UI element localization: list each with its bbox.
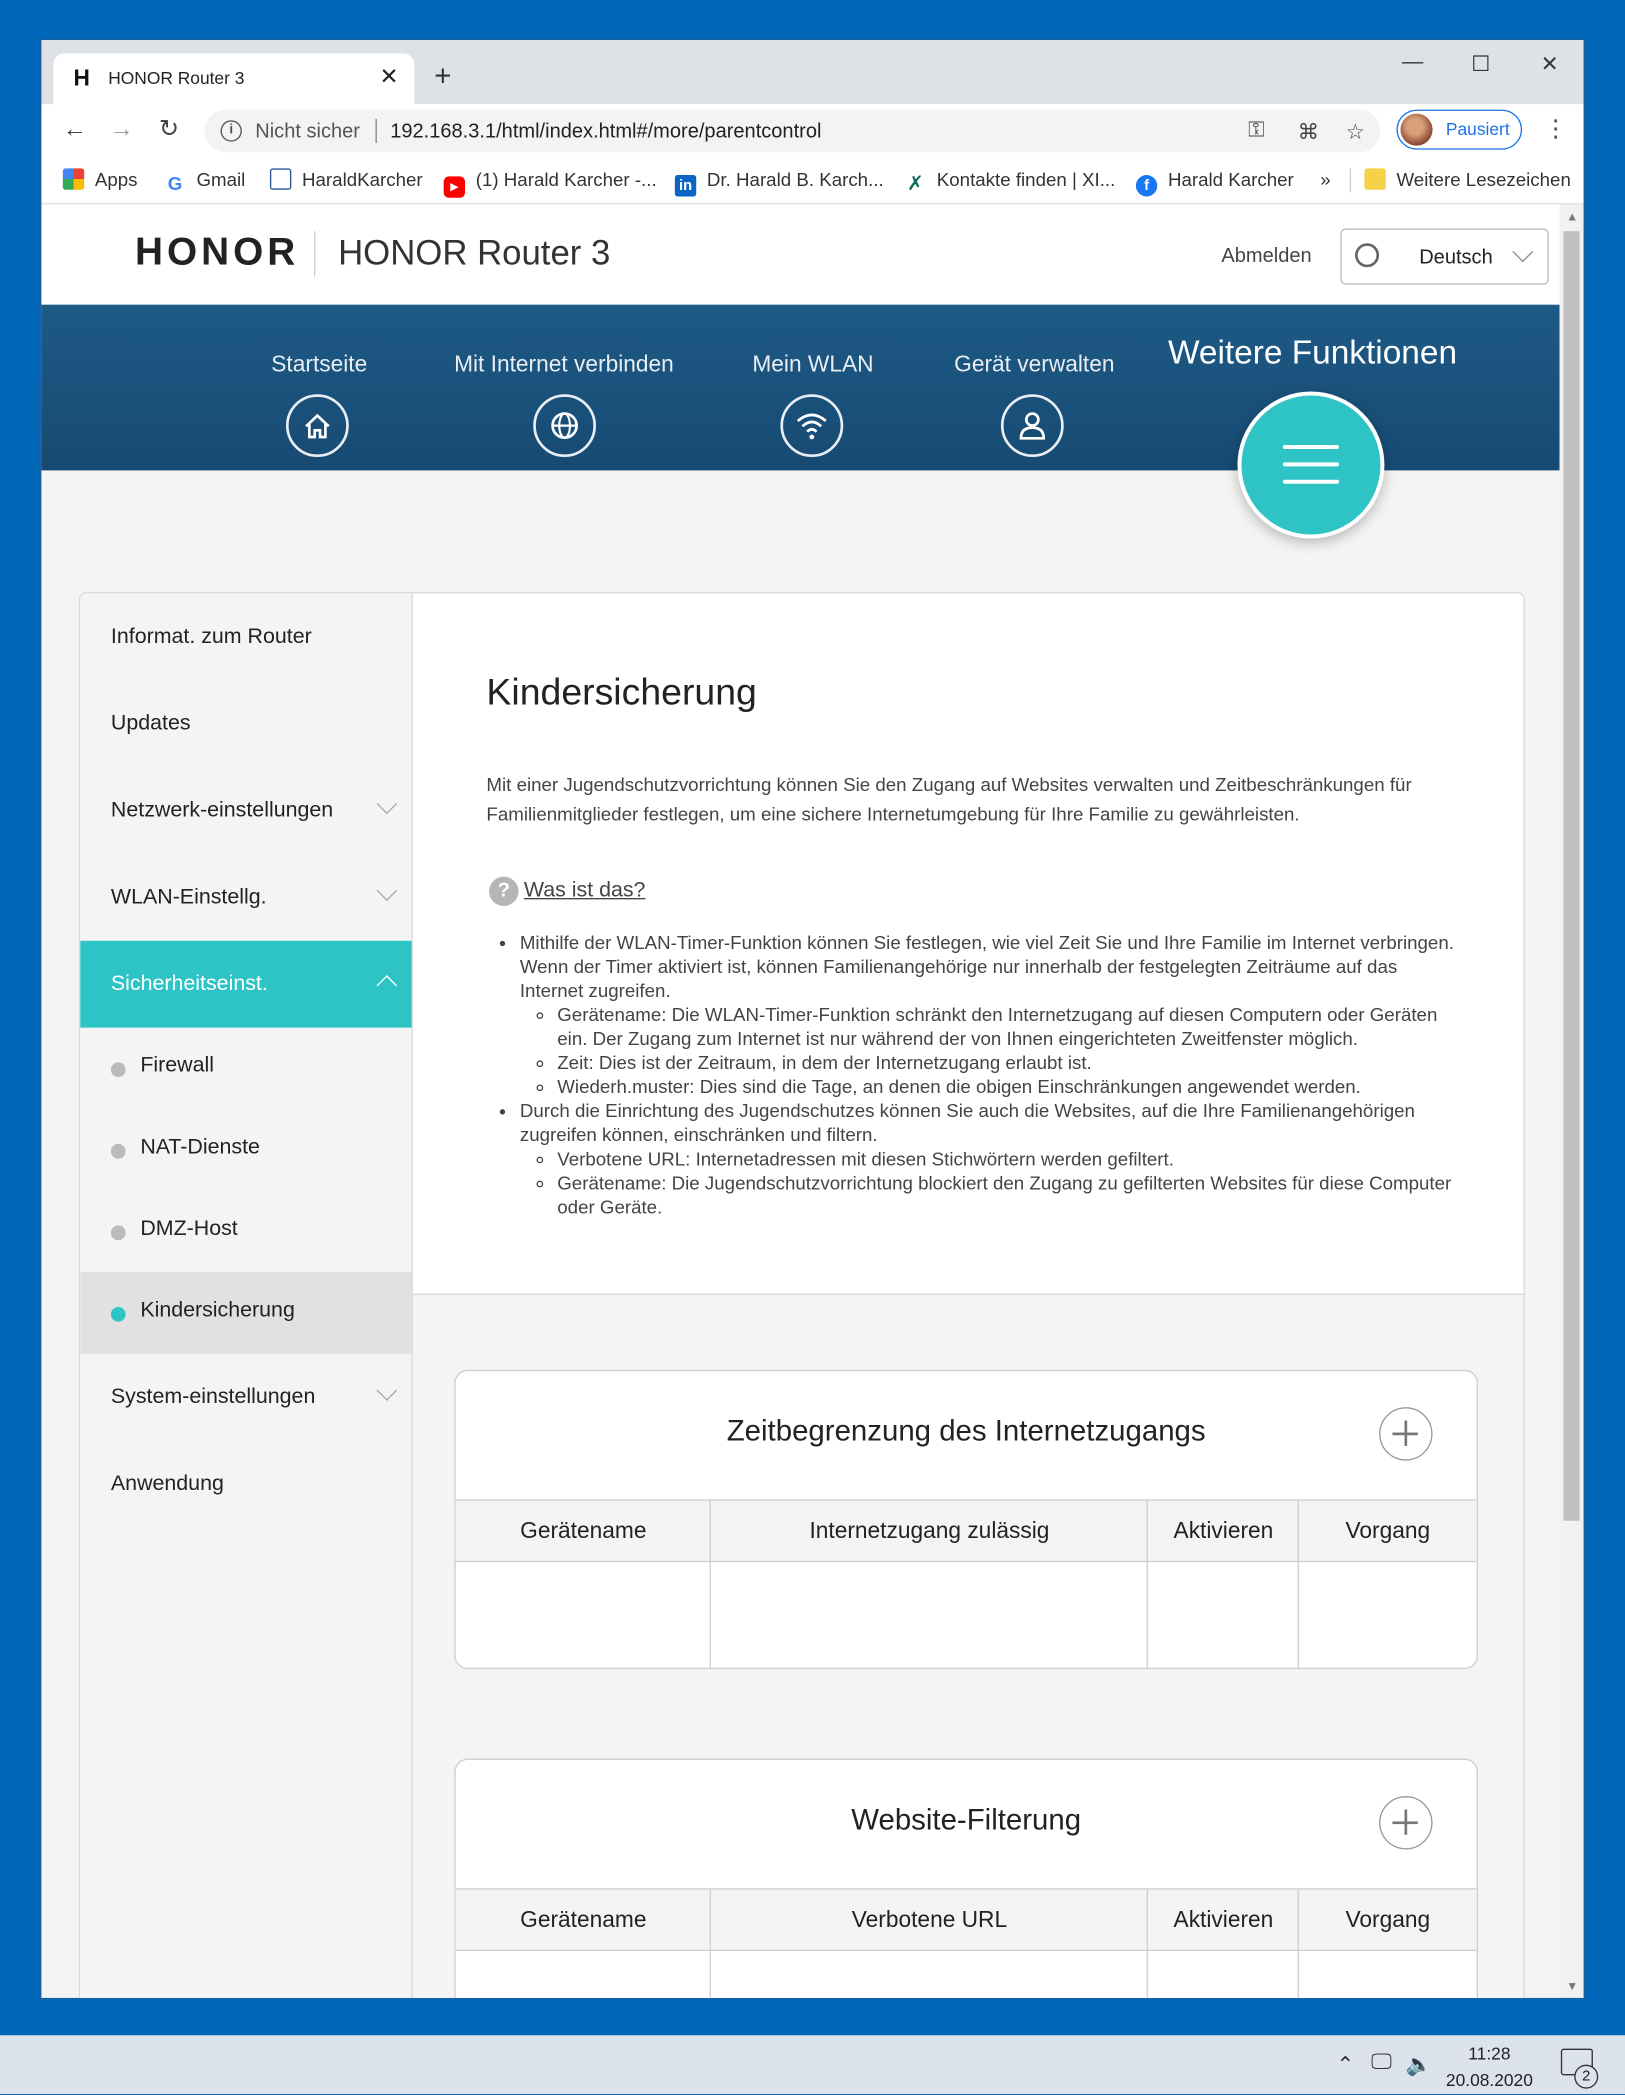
- bullet-dot-icon: [111, 1062, 126, 1077]
- scroll-thumb[interactable]: [1564, 231, 1580, 1521]
- language-select[interactable]: [1340, 229, 1548, 285]
- column-divider: [710, 1499, 711, 1667]
- home-icon[interactable]: [286, 394, 349, 457]
- main-content: [413, 593, 1523, 1997]
- card-title: Zeitbegrenzung des Internetzugangs: [726, 1413, 1206, 1448]
- forward-icon[interactable]: →: [109, 114, 134, 142]
- bookmark-apps[interactable]: Apps: [63, 168, 138, 189]
- router-page: [41, 204, 1559, 1997]
- page-scrollbar[interactable]: [1560, 204, 1584, 1997]
- close-tab-icon[interactable]: ✕: [379, 64, 399, 90]
- table-header: [456, 1499, 1477, 1562]
- star-icon[interactable]: ☆: [1345, 121, 1365, 145]
- bookmark-xing[interactable]: ✗ Kontakte finden | XI...: [905, 168, 1116, 195]
- column-divider: [1298, 1888, 1299, 1998]
- clock-date: 20.08.2020: [1445, 2069, 1533, 2091]
- sidebar-subitem-firewall[interactable]: Firewall: [80, 1028, 411, 1110]
- bookmarks-bar: [41, 158, 1583, 205]
- help-subitem: ◦ Gerätename: Die WLAN-Timer-Funktion schränkt den Internetzugang auf diesen Computern oder Geräten ein. Der Zugang zum Internet ist nur während der von Ihnen eingerichteten Zweitfenster möglich.: [557, 1002, 1458, 1050]
- bookmark-gmail[interactable]: G Gmail: [164, 168, 245, 193]
- chevron-down-icon: [1512, 242, 1533, 263]
- column-divider: [710, 1888, 711, 1998]
- browser-window: [41, 40, 1583, 1998]
- help-list: [496, 930, 1458, 1219]
- bullet-dot-icon: [111, 1225, 126, 1240]
- clock[interactable]: [1446, 2041, 1533, 2094]
- settings-panel: [79, 592, 1525, 1998]
- nav-mein-wlan[interactable]: Mein WLAN: [752, 351, 874, 377]
- column-header: Gerätename: [520, 1906, 647, 1933]
- sidebar-subitem-dmz[interactable]: DMZ-Host: [80, 1191, 411, 1273]
- bookmark-facebook[interactable]: f Harald Karcher: [1136, 168, 1294, 196]
- site-icon: [270, 168, 291, 189]
- bookmark-haraldkarcher[interactable]: HaraldKarcher: [270, 168, 423, 189]
- chevron-down-icon: [376, 1380, 397, 1401]
- sidebar-item-network[interactable]: Netzwerk-einstellungen: [80, 767, 411, 854]
- column-header: Aktivieren: [1173, 1518, 1274, 1544]
- nav-geraet-verwalten[interactable]: Gerät verwalten: [954, 351, 1115, 377]
- linkedin-icon: in: [675, 175, 696, 196]
- chevron-down-icon: [376, 793, 397, 814]
- honor-logo[interactable]: HONOR: [134, 231, 300, 274]
- avatar: [1400, 114, 1432, 146]
- intro-text: Mit einer Jugendschutzvorrichtung können Sie den Zugang auf Websites verwalten und Zeitbeschränkungen für Familienmitglieder festlegen, um eine sichere Internetumgebung für Ihre Familie zu gewährleisten.: [486, 773, 1412, 825]
- chevron-up-icon: [376, 975, 397, 996]
- tab-honor-router[interactable]: [53, 53, 414, 104]
- globe-icon[interactable]: [533, 394, 596, 457]
- xing-icon: ✗: [905, 174, 926, 195]
- honor-favicon-icon: H: [73, 65, 90, 91]
- language-value: Deutsch: [1419, 245, 1493, 269]
- column-header: Internetzugang zulässig: [809, 1518, 1050, 1544]
- sidebar-subitem-parental-control[interactable]: Kindersicherung: [80, 1272, 411, 1354]
- page-header: [41, 204, 1559, 304]
- sidebar-subitem-nat[interactable]: NAT-Dienste: [80, 1109, 411, 1191]
- omnibox-divider: [376, 119, 377, 143]
- address-bar[interactable]: [204, 110, 1380, 153]
- info-icon[interactable]: i: [220, 120, 241, 141]
- speaker-icon[interactable]: 🔈: [1405, 2053, 1433, 2077]
- notification-count: 2: [1574, 2065, 1598, 2089]
- bookmark-linkedin[interactable]: in Dr. Harald B. Karch...: [675, 168, 884, 196]
- sidebar-item-system[interactable]: System-einstellungen: [80, 1354, 411, 1441]
- apps-grid-icon: [63, 168, 84, 189]
- tab-strip: [41, 40, 1583, 104]
- nav-startseite[interactable]: Startseite: [271, 351, 368, 377]
- tab-title: HONOR Router 3: [108, 68, 245, 89]
- help-subitem: ◦ Zeit: Dies ist der Zeitraum, in dem der Internetzugang erlaubt ist.: [557, 1050, 1458, 1074]
- help-link[interactable]: Was ist das?: [523, 879, 646, 903]
- facebook-icon: f: [1136, 175, 1157, 196]
- bookmarks-divider: [1350, 168, 1351, 192]
- security-label[interactable]: Nicht sicher: [255, 120, 360, 143]
- sidebar: [80, 593, 413, 1997]
- network-icon[interactable]: 🖵: [1371, 2051, 1392, 2074]
- menu-icon[interactable]: ⋮: [1543, 114, 1568, 142]
- page-title: Kindersicherung: [486, 670, 757, 713]
- chevron-up-icon[interactable]: ⌃: [1336, 2053, 1355, 2077]
- logout-link[interactable]: Abmelden: [1221, 244, 1312, 268]
- sidebar-item-wlan[interactable]: WLAN-Einstellg.: [80, 854, 411, 941]
- help-subitem: ◦ Gerätename: Die Jugendschutzvorrichtung blockiert den Zugang zu gefilterten Websites für diese Computer oder Geräte.: [557, 1171, 1458, 1219]
- clock-time: 11:28: [1468, 2043, 1511, 2064]
- translate-icon[interactable]: ⌘: [1297, 121, 1319, 145]
- column-divider: [1147, 1888, 1148, 1998]
- close-window-icon[interactable]: ✕: [1540, 53, 1559, 77]
- bookmark-other-folder[interactable]: Weitere Lesezeichen: [1364, 168, 1570, 189]
- sidebar-item-router-info[interactable]: Informat. zum Router: [110, 625, 312, 649]
- sidebar-item-security[interactable]: Sicherheitseinst.: [80, 941, 411, 1028]
- column-header: Aktivieren: [1173, 1906, 1274, 1933]
- sidebar-item-anwendung[interactable]: Anwendung: [110, 1472, 224, 1496]
- user-icon[interactable]: [1001, 394, 1064, 457]
- product-name: HONOR Router 3: [338, 232, 611, 273]
- profile-button[interactable]: [1396, 110, 1522, 150]
- column-header: Vorgang: [1345, 1906, 1431, 1933]
- card-title: Website-Filterung: [851, 1802, 1082, 1837]
- nav-internet[interactable]: Mit Internet verbinden: [454, 351, 674, 377]
- chevron-down-icon: [376, 880, 397, 901]
- globe-icon: [1355, 243, 1379, 267]
- back-icon[interactable]: ←: [62, 114, 87, 142]
- add-url-filter-button[interactable]: [1379, 1796, 1432, 1849]
- scroll-down-icon[interactable]: ▼: [1566, 1979, 1579, 1993]
- new-tab-icon[interactable]: +: [434, 58, 452, 93]
- logo-divider: [314, 231, 315, 276]
- column-divider: [1298, 1499, 1299, 1667]
- windows-taskbar: [0, 2035, 1625, 2094]
- help-subitem: ◦ Verbotene URL: Internetadressen mit diesen Stichwörtern werden gefiltert.: [557, 1147, 1458, 1171]
- maximize-icon[interactable]: ☐: [1471, 53, 1491, 77]
- column-header: Vorgang: [1345, 1518, 1431, 1544]
- question-icon[interactable]: ?: [489, 877, 518, 906]
- profile-label: Pausiert: [1445, 118, 1510, 139]
- reload-icon[interactable]: ↻: [159, 114, 180, 142]
- key-icon[interactable]: ⚿: [1248, 118, 1265, 142]
- minimize-icon[interactable]: —: [1401, 50, 1424, 74]
- bookmark-youtube[interactable]: ▶ (1) Harald Karcher -...: [444, 168, 657, 197]
- column-header: Gerätename: [520, 1518, 647, 1544]
- more-bookmarks-button[interactable]: »: [1320, 168, 1331, 190]
- column-header: Verbotene URL: [851, 1906, 1008, 1933]
- column-divider: [1147, 1499, 1148, 1667]
- help-item: • Mithilfe der WLAN-Timer-Funktion können Sie festlegen, wie viel Zeit Sie und Ihre Familie im Internet verbringen. Wenn der Timer aktiviert ist, können Familienangehörige nur innerhalb der festgelegten Zeiträume auf das Internet zugreifen. ◦ Gerätename: Die WLAN-Timer-Funktion schränkt den Internetzugang auf diesen Computern oder Geräten ein. Der Zugang zum Internet ist nur während der von Ihnen eingerichteten Zweitfenster möglich. ◦ Zeit: Dies ist der Zeitraum, in dem der Internetzugang erlaubt ist. ◦ Wiederh.muster: Dies sind die Tage, an denen die obigen Einschränkungen angewendet werden.: [520, 930, 1458, 1098]
- time-limit-card: [454, 1370, 1478, 1669]
- bullet-dot-icon: [111, 1307, 126, 1322]
- sidebar-item-updates[interactable]: Updates: [110, 712, 191, 735]
- nav-weitere-funktionen[interactable]: Weitere Funktionen: [1167, 334, 1458, 372]
- wifi-icon[interactable]: [780, 394, 843, 457]
- add-time-limit-button[interactable]: [1379, 1407, 1432, 1460]
- bullet-dot-icon: [111, 1144, 126, 1159]
- url-text[interactable]: 192.168.3.1/html/index.html#/more/parentcontrol: [390, 120, 822, 143]
- scroll-up-icon[interactable]: ▲: [1566, 209, 1579, 224]
- folder-icon: [1364, 168, 1385, 189]
- youtube-icon: ▶: [444, 176, 465, 197]
- url-filter-card: [454, 1759, 1478, 1998]
- browser-toolbar: [41, 104, 1583, 157]
- table-header: [456, 1888, 1477, 1951]
- help-item: • Durch die Einrichtung des Jugendschutzes können Sie auch die Websites, auf die Ihre Familienangehörigen zugreifen können, einschränken und filtern. ◦ Verbotene URL: Internetadressen mit diesen Stichwörtern werden gefiltert. ◦ Gerätename: Die Jugendschutzvorrichtung blockiert den Zugang zu gefilterten Websites für diese Computer oder Geräte.: [520, 1098, 1458, 1218]
- menu-hamburger-icon[interactable]: [1237, 392, 1384, 539]
- help-subitem: ◦ Wiederh.muster: Dies sind die Tage, an denen die obigen Einschränkungen angewendet werden.: [557, 1074, 1458, 1098]
- google-icon: G: [164, 172, 185, 193]
